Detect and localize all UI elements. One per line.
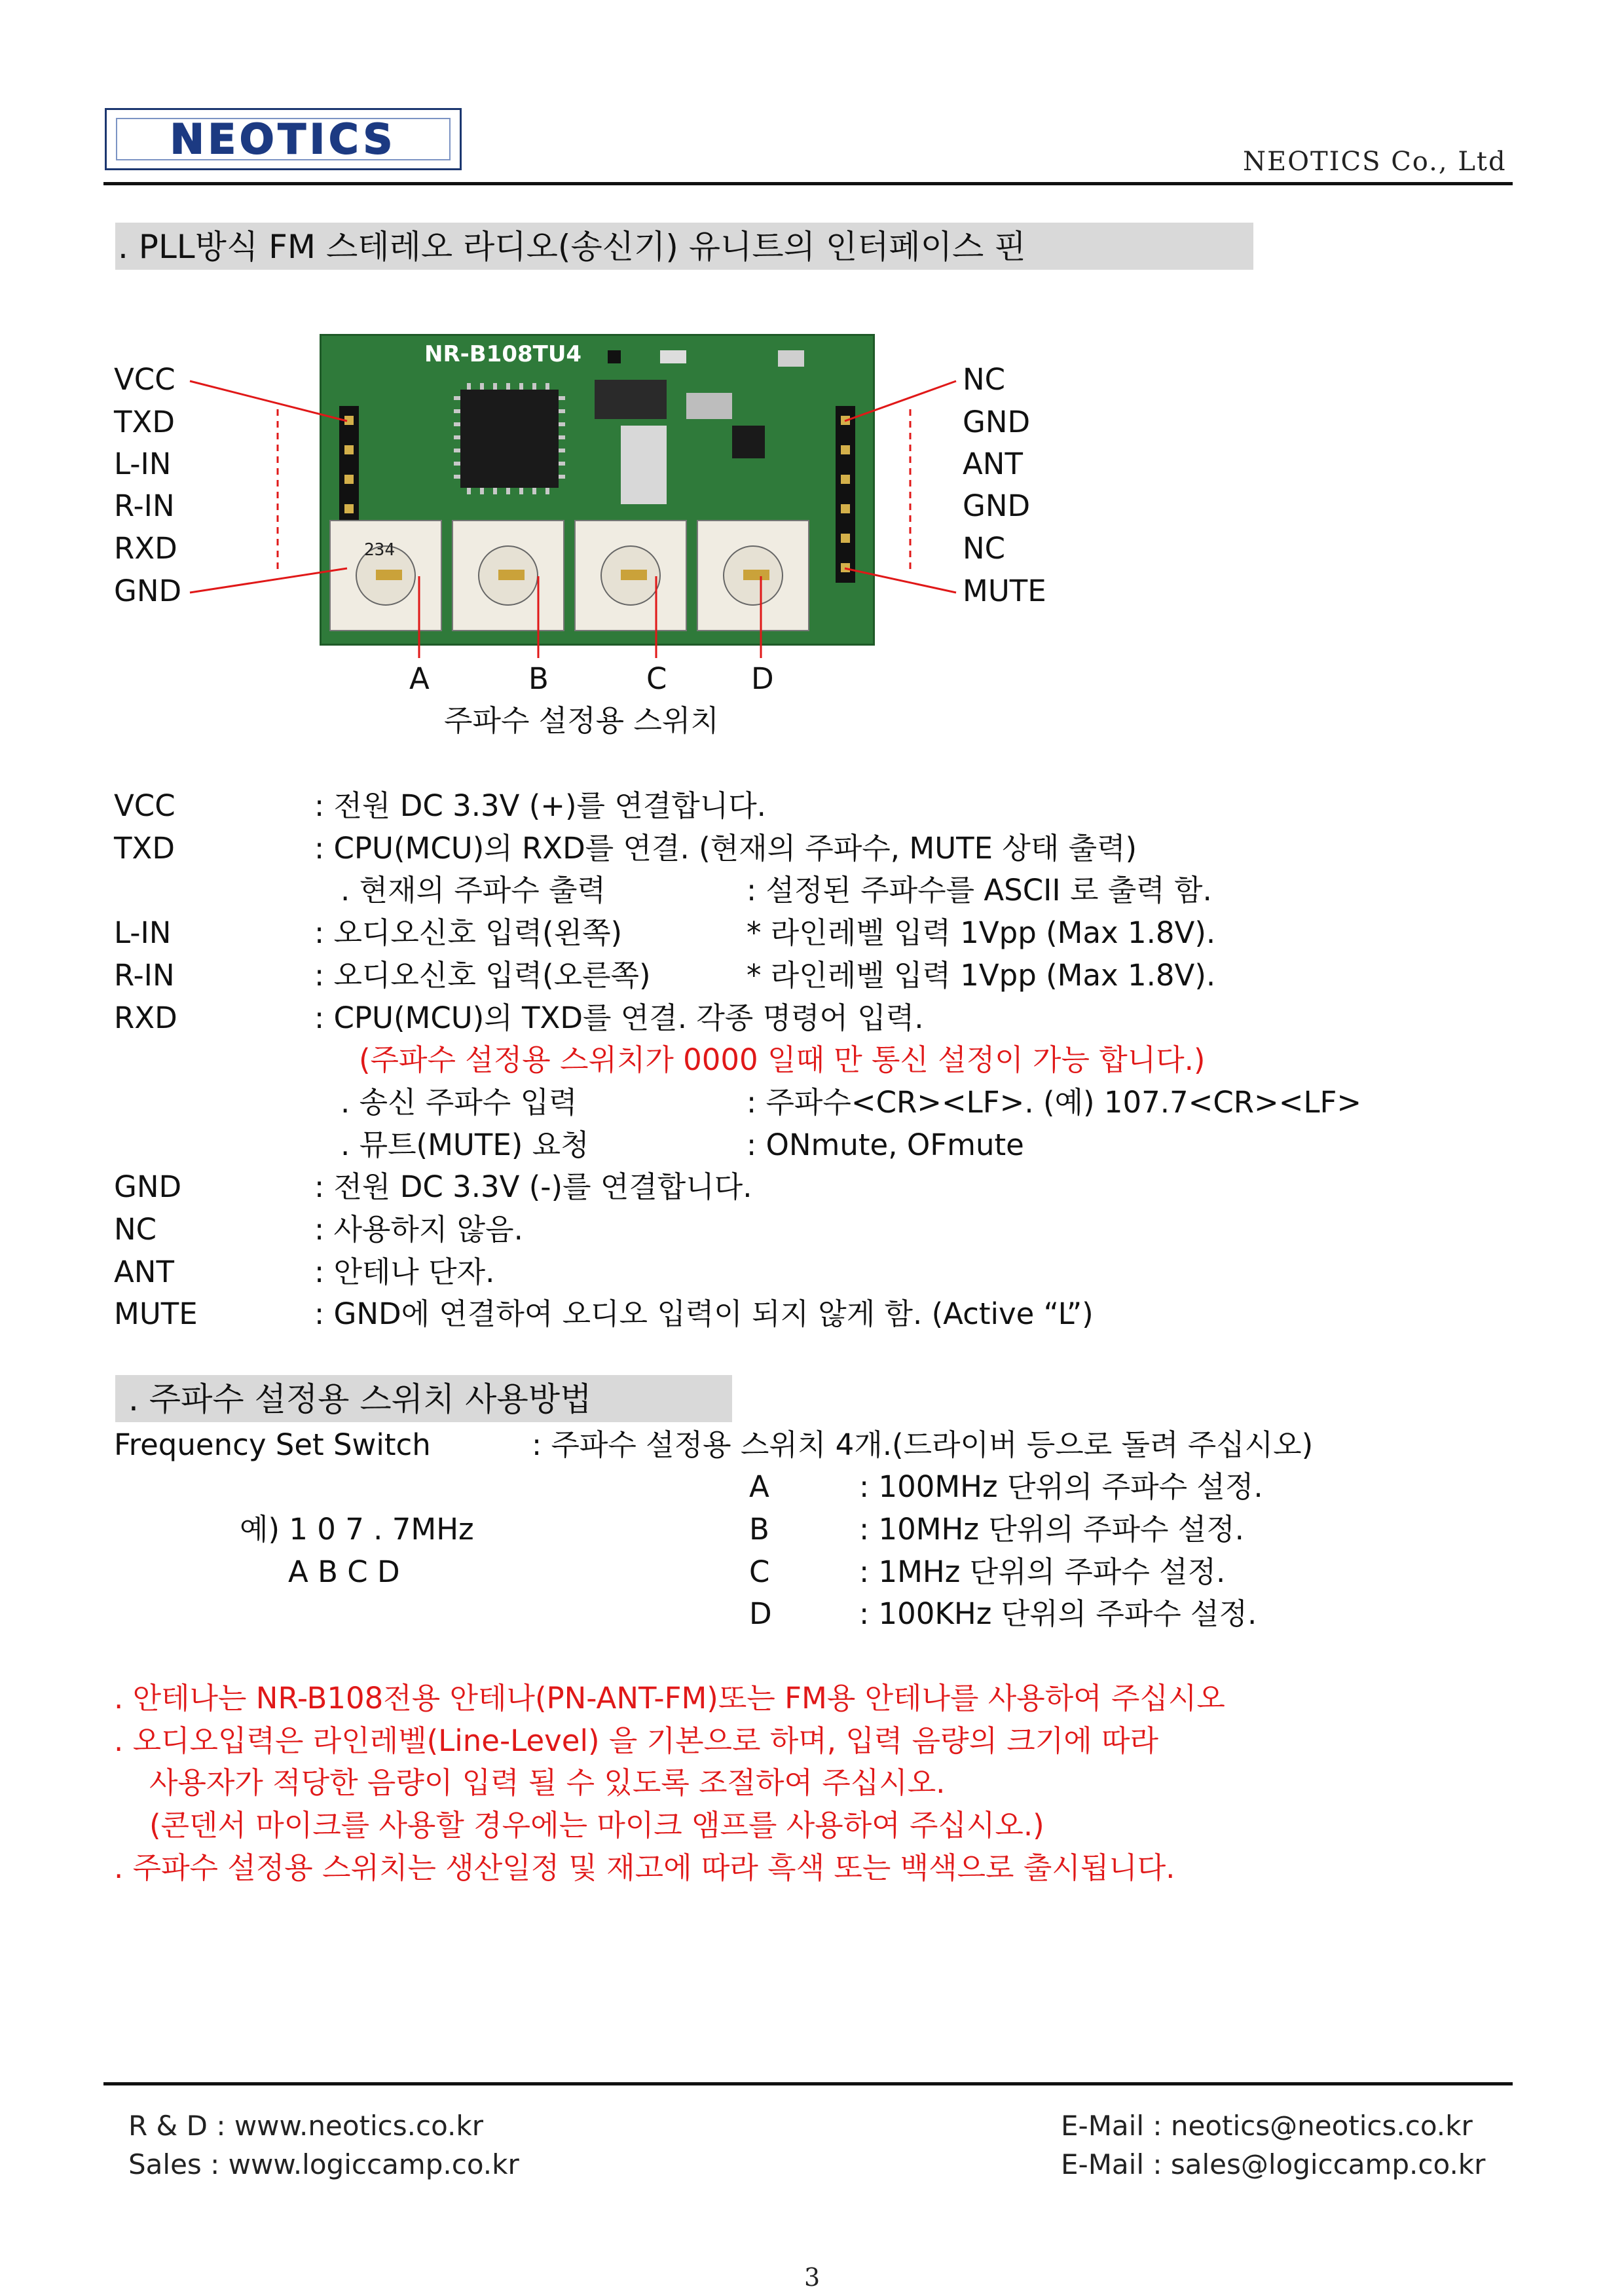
desc-text-gnd: : 전원 DC 3.3V (-)를 연결합니다. xyxy=(314,1169,752,1204)
freq-switch-label: Frequency Set Switch xyxy=(114,1427,431,1462)
desc-text-mute: : GND에 연결하여 오디오 입력이 되지 않게 함. (Active “L”) xyxy=(314,1296,1094,1331)
unit-text-b: : 10MHz 단위의 주파수 설정. xyxy=(859,1512,1244,1547)
pin-label-rxd: RXD xyxy=(114,531,177,566)
note-condenser-mic: (콘덴서 마이크를 사용할 경우에는 마이크 앰프를 사용하여 주십시오.) xyxy=(149,1808,1044,1843)
desc-name-ant: ANT xyxy=(114,1255,174,1289)
switch-caption: 주파수 설정용 스위치 xyxy=(444,703,719,738)
desc-text-nc: : 사용하지 않음. xyxy=(314,1212,523,1247)
footer-email-rd: E-Mail : neotics@neotics.co.kr xyxy=(1061,2110,1473,2142)
switch-label-a: A xyxy=(409,661,430,696)
pin-label-ant: ANT xyxy=(963,447,1023,481)
note-antenna: . 안테나는 NR-B108전용 안테나(PN-ANT-FM)또는 FM용 안테나를 사용하여 주십시오 xyxy=(114,1681,1225,1716)
desc-text-rxd: : CPU(MCU)의 TXD를 연결. 각종 명령어 입력. xyxy=(314,1001,924,1035)
freq-switch-desc: : 주파수 설정용 스위치 4개.(드라이버 등으로 돌려 주십시오) xyxy=(532,1427,1314,1462)
desc-name-mute: MUTE xyxy=(114,1296,198,1331)
example-freq: 예) 1 0 7 . 7MHz xyxy=(240,1512,474,1547)
desc-text-tx-freq: . 송신 주파수 입력 xyxy=(341,1085,578,1120)
pin-label-mute: MUTE xyxy=(963,574,1046,608)
pin-label-txd: TXD xyxy=(114,405,175,439)
pin-label-rin: R-IN xyxy=(114,488,175,523)
switch-label-b: B xyxy=(528,661,549,696)
desc-text-lin-level: * 라인레벨 입력 1Vpp (Max 1.8V). xyxy=(747,915,1216,950)
unit-sw-b: B xyxy=(749,1512,769,1547)
section1-title: . PLL방식 FM 스테레오 라디오(송신기) 유니트의 인터페이스 핀 xyxy=(118,228,1026,266)
desc-text-ant: : 안테나 단자. xyxy=(314,1255,495,1289)
desc-name-vcc: VCC xyxy=(114,788,175,823)
desc-note-comm: (주파수 설정용 스위치가 0000 일때 만 통신 설정이 가능 합니다.) xyxy=(359,1042,1206,1077)
desc-text-rin-level: * 라인레벨 입력 1Vpp (Max 1.8V). xyxy=(747,958,1216,993)
switch-label-c: C xyxy=(646,661,667,696)
pin-label-vcc: VCC xyxy=(114,362,175,397)
note-switch-color: . 주파수 설정용 스위치는 생산일정 및 재고에 따라 흑색 또는 백색으로 출시됩니다. xyxy=(114,1850,1175,1885)
desc-text-current-freq: . 현재의 주파수 출력 xyxy=(341,873,606,908)
logo-text: NEOTICS xyxy=(170,115,397,163)
pin-label-gnd1: GND xyxy=(963,405,1031,439)
desc-name-nc: NC xyxy=(114,1212,157,1247)
unit-text-c: : 1MHz 단위의 주파수 설정. xyxy=(859,1554,1226,1589)
unit-text-d: : 100KHz 단위의 주파수 설정. xyxy=(859,1596,1257,1631)
desc-name-rxd: RXD xyxy=(114,1001,177,1035)
example-letters: A B C D xyxy=(288,1554,400,1589)
desc-text-tx-freq-detail: : 주파수<CR><LF>. (예) 107.7<CR><LF> xyxy=(747,1085,1362,1120)
pin-label-nc1: NC xyxy=(963,362,1006,397)
desc-name-txd: TXD xyxy=(114,831,175,866)
pointer-lines xyxy=(0,0,1624,720)
footer-sales: Sales : www.logiccamp.co.kr xyxy=(128,2148,519,2180)
pin-label-gnd2: GND xyxy=(963,488,1031,523)
pin-label-nc2: NC xyxy=(963,531,1006,566)
unit-sw-d: D xyxy=(749,1596,772,1631)
desc-text-vcc: : 전원 DC 3.3V (+)를 연결합니다. xyxy=(314,788,766,823)
desc-text-mute-req-detail: : ONmute, OFmute xyxy=(747,1128,1024,1162)
switch-label-d: D xyxy=(751,661,774,696)
unit-sw-c: C xyxy=(749,1554,770,1589)
pin-label-gnd: GND xyxy=(114,574,182,608)
board-label: NR-B108TU4 xyxy=(424,341,582,367)
note-audio-input: . 오디오입력은 라인레벨(Line-Level) 을 기본으로 하며, 입력 음량의 크기에 따라 xyxy=(114,1723,1158,1758)
desc-text-mute-req: . 뮤트(MUTE) 요청 xyxy=(341,1128,589,1162)
svg-text:234: 234 xyxy=(364,540,395,560)
desc-text-lin: : 오디오신호 입력(왼쪽) xyxy=(314,915,623,950)
section2-title: . 주파수 설정용 스위치 사용방법 xyxy=(128,1380,592,1418)
desc-name-gnd: GND xyxy=(114,1169,182,1204)
pin-label-lin: L-IN xyxy=(114,447,172,481)
desc-text-current-freq-detail: : 설정된 주파수를 ASCII 로 출력 함. xyxy=(747,873,1212,908)
page-number: 3 xyxy=(804,2263,821,2292)
desc-text-rin: : 오디오신호 입력(오른쪽) xyxy=(314,958,651,993)
desc-name-rin: R-IN xyxy=(114,958,175,993)
unit-sw-a: A xyxy=(749,1469,769,1504)
desc-text-txd: : CPU(MCU)의 RXD를 연결. (현재의 주파수, MUTE 상태 출력) xyxy=(314,831,1137,866)
company-name: NEOTICS Co., Ltd xyxy=(1243,147,1507,177)
footer-email-sales: E-Mail : sales@logiccamp.co.kr xyxy=(1061,2148,1486,2180)
footer-rd: R & D : www.neotics.co.kr xyxy=(128,2110,483,2142)
desc-name-lin: L-IN xyxy=(114,915,172,950)
footer-rule xyxy=(103,2082,1513,2085)
note-audio-input-cont: 사용자가 적당한 음량이 입력 될 수 있도록 조절하여 주십시오. xyxy=(149,1765,946,1800)
unit-text-a: : 100MHz 단위의 주파수 설정. xyxy=(859,1469,1263,1504)
